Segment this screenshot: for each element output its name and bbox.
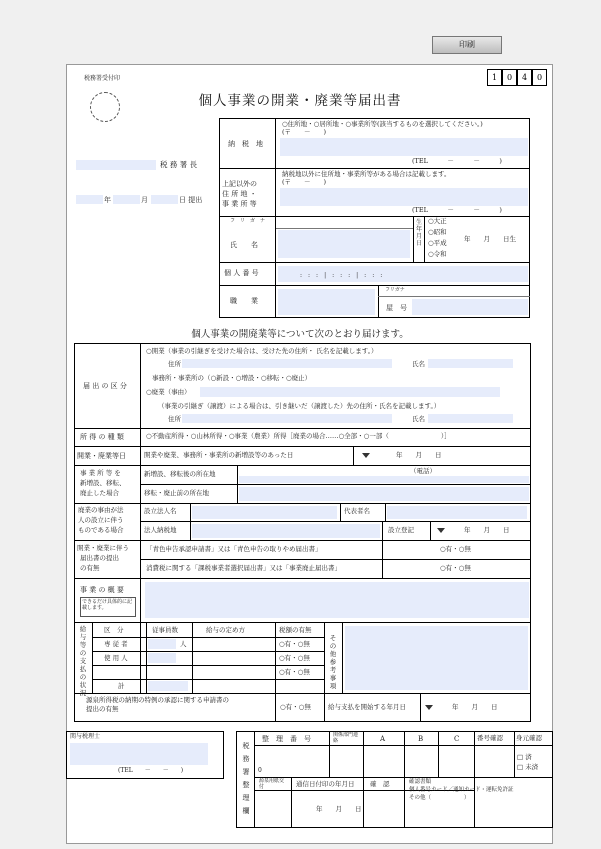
office-change-options[interactable]: 事務所・事業所の（○新設・○増設・○移転・○廃止） (152, 374, 312, 382)
office-stamp-label: 税務署受付印 (84, 75, 121, 82)
location-label-2: 新増設、移転、 (80, 479, 126, 487)
event-date-label: 開業・廃業等日 (77, 452, 126, 460)
pay-row-family: 専 従 者 (104, 640, 128, 648)
form-page: 印刷 税務署受付印 1 0 4 0 個人事業の開業・廃業等届出書 税 務 署 長 年 月 日 提出 納 税 地 ○住所地・○居所地・○事業所等(該当するものを選択してください。) (〒 － ) (TEL － － ) 上記以外の 住 所 地 ・ 事 業 所 等 納税地以外に住所地・事業所等がある場合は記載します。 (〒 － ) (TEL － － ) フ リ ガ ナ 氏 名 生年月日 ○大正 ○昭和 ○平成 ○令和 年 月 日生 個 人 番 号 : : : | : : : | : : : 職 業 フリガナ 屋 号 個人事業の開廃業等について次のとおり届けます。 届 出 の 区 分 ○開業（事業の引継ぎを受けた場合は、受けた先の住所・ 氏名を記載します。） 住所 氏名 事務所・事業所の（○新設・○増設・○移転・○廃止） ○廃業（事由） （事業の引継ぎ（譲渡）による場合は、引き継いだ（譲渡した）先の住所・氏名を記載します。） 住所 氏名 所 得 の 種 類 ○不動産所得・○山林所得・○事業（農業）所得［廃業の場合……○全部・○一部（ ）］ 開業・廃業等日 開業や廃業、事務所・事業所の新増設等のあった日 年 月 日 事 業 所 等 を 新増設、移転、 廃止した場合 新増設、移転後の所在地 （電話） 移転・廃止前の所在地 廃業の事由が法 人の設立に伴う ものである場合 設立法人名 代表者名 法人納税地 設立登記 年 月 日 開業・廃業に伴う 届出書の提出 の有無 「青色申告承認申請書」又は「青色申告の取りやめ届出書」 ○有・○無 消費税に関する「課税事業者選択届出書」又は「事業廃止届出書」 ○有・○無 事 業 の 概 要 できるだけ具体的に記載します。 給与等の支払の状況 区 分 従事員数 給与の定め方 税額の有無 専 従 者 使 用 人 計 人 ○有・○無 ○有・○無 ○有・○無 その他参考事項 源泉所得税の納期の特例の承認に関する申請書の 提出の有無 ○有・○無 給与支払を開始する年月日 年 月 日 関与税理士 (TEL － － ) 税務署整理欄 整 理 番 号 関係部門連 絡 A B C 番号確認 身元確認 □ 済 □ 未済 0 源泉用紙交 付 通信日付印の年月日 確 認 年 月 日 確認書類 個人番号カード／通知カード・運転免許証 その他（ ） (0, 0, 601, 849)
corp-reg-ymd[interactable]: 年 月 日 (464, 526, 510, 534)
other-address-label-1: 上記以外の (222, 180, 257, 188)
seiri-label: 整 理 番 号 (262, 735, 311, 743)
era-reiwa[interactable]: ○令和 (428, 250, 447, 258)
job-label: 職 業 (230, 297, 258, 305)
location-label-3: 廃止した場合 (80, 489, 119, 497)
pay-status-label: 給与等の支払の状況 (79, 625, 87, 697)
open-address-label: 住所 (168, 360, 181, 368)
id-check-not-done[interactable]: □ 未済 (517, 763, 539, 771)
seiri-zero: 0 (258, 767, 262, 774)
old-location-label: 移転・廃止前の所在地 (144, 489, 209, 497)
accountant-input[interactable] (70, 743, 208, 765)
new-location-phone: （電話） (410, 467, 436, 475)
office-use-label: 税務署整理欄 (242, 742, 250, 815)
blue-return-yes-no[interactable]: ○有・○無 (440, 545, 471, 553)
confirm-label: 確 認 (370, 780, 390, 788)
pay-col-tax: 税額の有無 (279, 626, 312, 634)
close-name-label: 氏名 (412, 415, 425, 423)
filing-label-1: 開業・廃業に伴う (77, 544, 129, 552)
submit-day-label: 日 提出 (179, 196, 203, 204)
furigana-label: フ リ ガ ナ (230, 218, 266, 224)
number-check-label: 番号確認 (477, 734, 503, 742)
submit-month-input[interactable] (113, 195, 140, 204)
pay-col-method: 給与の定め方 (206, 626, 245, 634)
doc-types-other[interactable]: その他（ ） (409, 795, 470, 801)
forms-label: 源泉用紙交 付 (259, 778, 290, 790)
name-input[interactable] (278, 230, 410, 258)
new-location-input[interactable] (239, 476, 529, 483)
form-title: 個人事業の開業・廃業等届出書 (198, 93, 402, 109)
pay-tax-row1[interactable]: ○有・○無 (279, 640, 310, 648)
corp-tax-place-input[interactable] (192, 524, 380, 538)
withholding-yes-no[interactable]: ○有・○無 (280, 703, 311, 711)
rep-name-label: 代表者名 (344, 507, 370, 515)
withholding-label-1: 源泉所得税の納期の特例の承認に関する申請書の (86, 696, 229, 704)
open-name-label: 氏名 (412, 360, 425, 368)
event-date-text: 開業や廃業、事務所・事業所の新増設等のあった日 (144, 451, 294, 459)
submit-year-input[interactable] (76, 195, 103, 204)
birth-date[interactable]: 年 月 日生 (464, 235, 516, 243)
doc-types-label: 確認書類 (409, 779, 432, 785)
submit-month-label: 月 (141, 196, 148, 204)
accountant-label: 関与税理士 (70, 733, 101, 740)
form-code-1: 1 (487, 69, 502, 86)
other-address-label-2: 住 所 地 ・ (222, 190, 257, 198)
trade-furigana-label: フリガナ (385, 287, 405, 293)
event-date-ymd[interactable]: 年 月 日 (396, 451, 442, 459)
pay-col-count: 従事員数 (152, 626, 178, 634)
pay-row-total: 計 (118, 682, 125, 690)
open-option[interactable]: ○開業（事業の引継ぎを受けた場合は、受けた先の住所・ 氏名を記載します。） (146, 347, 378, 355)
submit-day-input[interactable] (151, 195, 178, 204)
close-address-label: 住所 (168, 415, 181, 423)
rep-name-input[interactable] (387, 506, 527, 519)
filing-label-3: の有無 (80, 564, 100, 572)
pay-start-dropdown-icon[interactable] (425, 705, 433, 710)
pay-employee-count[interactable] (148, 653, 176, 663)
era-heisei[interactable]: ○平成 (428, 239, 447, 247)
name-label: 氏 名 (230, 241, 258, 249)
location-label-1: 事 業 所 等 を (80, 469, 121, 477)
mynumber-label: 個 人 番 号 (224, 269, 259, 277)
other-notes-input[interactable] (345, 626, 528, 690)
birth-label: 生年月日 (415, 219, 422, 247)
outline-input[interactable] (145, 582, 529, 618)
nozeichi-postal: (〒 － ) (282, 128, 327, 136)
category-label: 届 出 の 区 分 (83, 382, 127, 390)
other-address-postal: (〒 － ) (282, 178, 327, 186)
id-check-label: 身元確認 (516, 734, 542, 742)
pay-row-employee: 使 用 人 (104, 654, 128, 662)
close-option[interactable]: ○廃業（事由） (146, 388, 191, 396)
pay-total-count[interactable] (148, 681, 188, 691)
nozeichi-label: 納 税 地 (228, 140, 263, 148)
pay-family-count[interactable] (148, 639, 176, 649)
nozeichi-address-input[interactable] (280, 138, 528, 156)
filing-label-2: 届出書の提出 (80, 554, 119, 562)
pay-tax-row2[interactable]: ○有・○無 (279, 654, 310, 662)
print-button[interactable]: 印刷 (432, 36, 502, 54)
pay-tax-row3[interactable]: ○有・○無 (279, 668, 310, 676)
corp-label-1: 廃業の事由が法 (78, 506, 124, 514)
open-address-input[interactable] (182, 359, 392, 368)
submit-year-label: 年 (104, 196, 111, 204)
other-notes-label: その他参考事項 (329, 634, 337, 690)
stamp-circle (90, 92, 120, 122)
close-address-input[interactable] (182, 414, 392, 423)
trade-name-input[interactable] (412, 299, 528, 315)
form-code-3: 4 (517, 69, 532, 86)
pay-person-unit: 人 (180, 640, 187, 648)
close-reason-input[interactable] (200, 387, 500, 397)
other-address-input[interactable] (280, 188, 528, 206)
consumption-yes-no[interactable]: ○有・○無 (440, 564, 471, 572)
tax-office-label: 税 務 署 長 (160, 160, 198, 169)
comm-date-ymd: 年 月 日 (316, 805, 362, 813)
nozeichi-options[interactable]: ○住所地・○居所地・○事業所等(該当するものを選択してください。) (282, 120, 483, 128)
corp-reg-dropdown-icon[interactable] (437, 528, 445, 533)
close-name-input[interactable] (428, 414, 513, 423)
col-b: B (418, 735, 424, 743)
consumption-label: 消費税に関する「課税事業者選択届出書」又は「事業廃止届出書」 (146, 564, 341, 572)
income-options[interactable]: ○不動産所得・○山林所得・○事業（農業）所得［廃業の場合……○全部・○一部（ ）］ (146, 432, 451, 440)
event-date-dropdown-icon[interactable] (362, 453, 370, 458)
col-a: A (380, 735, 386, 743)
corp-name-label: 設立法人名 (144, 507, 177, 515)
tax-office-input[interactable] (76, 160, 156, 170)
nozeichi-tel: (TEL － － ) (412, 157, 502, 165)
form-code-4: 0 (532, 69, 547, 86)
corp-tax-place-label: 法人納税地 (144, 526, 177, 534)
comm-date-label: 通信日付印の年月日 (296, 780, 355, 788)
pay-col-category: 区 分 (104, 626, 124, 634)
pay-start-label: 給与支払を開始する年月日 (328, 703, 406, 711)
other-address-tel: (TEL － － ) (412, 206, 502, 214)
corp-name-input[interactable] (192, 506, 337, 519)
doc-types-cards[interactable]: 個人番号カード／通知カード・運転免許証 (409, 787, 514, 793)
form-subtitle: 個人事業の開廃業等について次のとおり届けます。 (191, 329, 409, 340)
col-c: C (454, 735, 460, 743)
blue-return-label: 「青色申告承認申請書」又は「青色申告の取りやめ届出書」 (146, 545, 322, 553)
era-showa[interactable]: ○昭和 (428, 228, 447, 236)
form-code-2: 0 (502, 69, 517, 86)
outline-note: できるだけ具体的に記載します。 (82, 599, 133, 611)
id-check-done[interactable]: □ 済 (517, 753, 532, 761)
open-name-input[interactable] (428, 359, 513, 368)
corp-label-2: 人の設立に伴う (78, 516, 124, 524)
old-location-input[interactable] (239, 487, 529, 501)
corp-reg-label: 設立登記 (388, 526, 414, 534)
pay-start-ymd[interactable]: 年 月 日 (452, 703, 498, 711)
close-note: （事業の引継ぎ（譲渡）による場合は、引き継いだ（譲渡した）先の住所・氏名を記載します。） (158, 402, 441, 410)
other-address-label-3: 事 業 所 等 (222, 200, 257, 208)
job-input[interactable] (278, 289, 375, 315)
dept-label: 関係部門連 絡 (333, 732, 364, 744)
income-label: 所 得 の 種 類 (80, 433, 124, 441)
other-address-note: 納税地以外に住所地・事業所等がある場合は記載します。 (282, 170, 451, 178)
trade-name-label: 屋 号 (386, 304, 407, 312)
corp-label-3: ものである場合 (78, 526, 124, 534)
outline-label: 事 業 の 概 要 (80, 586, 124, 594)
accountant-tel: (TEL － － ) (118, 767, 184, 774)
new-location-label: 新増設、移転後の所在地 (144, 470, 216, 478)
era-taisho[interactable]: ○大正 (428, 217, 447, 225)
withholding-label-2: 提出の有無 (86, 705, 119, 713)
